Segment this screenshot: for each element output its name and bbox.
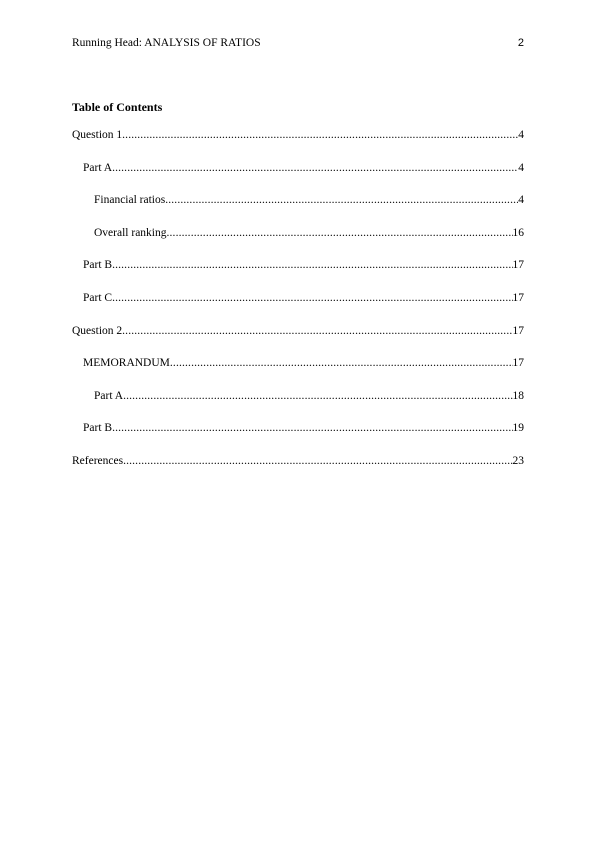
- toc-entry-label: Part B: [83, 259, 113, 272]
- toc-entry-part-c[interactable]: [72, 291, 524, 324]
- toc-entry-part-a[interactable]: [72, 161, 524, 194]
- toc-entry-page: 4: [518, 161, 524, 174]
- toc-entry-page: 19: [512, 422, 524, 435]
- dot-leader: [112, 421, 512, 435]
- dot-leader: [123, 454, 512, 468]
- dot-leader: [170, 356, 513, 370]
- toc-entry-label: Part B: [83, 422, 113, 435]
- toc-entry-label: Part C: [83, 291, 113, 304]
- toc-entry-part-b[interactable]: [72, 258, 524, 291]
- toc-entry-memo-part-a[interactable]: [72, 389, 524, 422]
- dot-leader: [167, 226, 513, 240]
- dot-leader: [165, 193, 518, 207]
- page-number: 2: [517, 37, 524, 49]
- toc-entry-overall-ranking[interactable]: [72, 226, 524, 259]
- toc-entry-label: Part A: [94, 389, 124, 402]
- table-of-contents: [72, 128, 524, 487]
- toc-entry-memorandum[interactable]: [72, 356, 524, 389]
- toc-entry-question-1[interactable]: [72, 128, 524, 161]
- dot-leader: [112, 161, 518, 175]
- toc-entry-label: Financial ratios: [94, 194, 166, 207]
- toc-entry-page: 17: [512, 291, 524, 304]
- toc-entry-page: 17: [512, 357, 524, 370]
- toc-entry-q2-part-b[interactable]: [72, 421, 524, 454]
- toc-entry-label: Overall ranking: [94, 226, 167, 239]
- toc-entry-page: 4: [518, 194, 524, 207]
- dot-leader: [122, 324, 512, 338]
- toc-entry-page: 23: [512, 454, 524, 467]
- page-header: [72, 36, 524, 50]
- dot-leader: [123, 389, 512, 403]
- toc-entry-label: Part A: [83, 161, 113, 174]
- toc-entry-references[interactable]: [72, 454, 524, 487]
- toc-entry-page: 17: [512, 324, 524, 337]
- running-head: Running Head: ANALYSIS OF RATIOS: [72, 37, 261, 49]
- dot-leader: [122, 128, 518, 142]
- toc-entry-page: 18: [512, 389, 524, 402]
- toc-entry-label: Question 1: [72, 129, 123, 141]
- toc-entry-label: Question 2: [72, 324, 123, 337]
- toc-entry-page: 4: [518, 129, 524, 141]
- dot-leader: [112, 291, 512, 305]
- toc-entry-page: 16: [512, 226, 524, 239]
- toc-title: Table of Contents: [72, 100, 163, 114]
- toc-entry-financial-ratios[interactable]: [72, 193, 524, 226]
- toc-entry-label: MEMORANDUM: [83, 357, 170, 370]
- toc-entry-question-2[interactable]: [72, 324, 524, 357]
- toc-entry-label: References: [72, 454, 124, 467]
- dot-leader: [112, 258, 512, 272]
- toc-entry-page: 17: [512, 259, 524, 272]
